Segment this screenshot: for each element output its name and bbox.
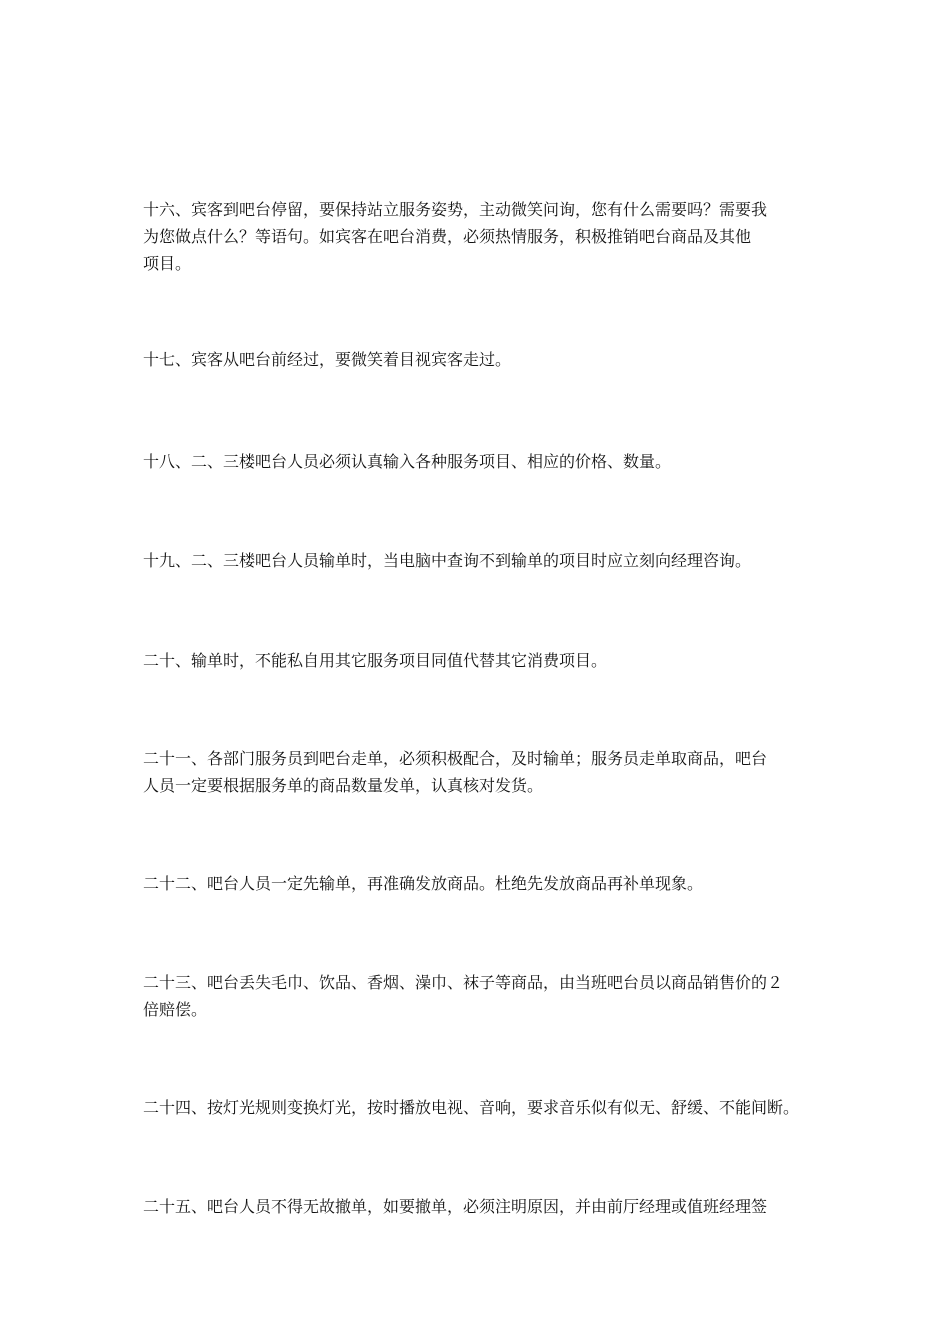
paragraph-22 <box>143 870 823 897</box>
paragraph-18 <box>143 448 823 475</box>
paragraph-24 <box>143 1094 823 1121</box>
paragraph-line: 二十五、吧台人员不得无故撤单，如要撤单，必须注明原因，并由前厅经理或值班经理签 <box>143 1197 768 1216</box>
paragraph-line: 二十一、各部门服务员到吧台走单，必须积极配合，及时输单；服务员走单取商品，吧台 <box>143 749 768 768</box>
paragraph-25 <box>143 1193 823 1220</box>
paragraph-line: 二十四、按灯光规则变换灯光，按时播放电视、音响，要求音乐似有似无、舒缓、不能间断。 <box>143 1098 800 1117</box>
paragraph-19 <box>143 547 823 574</box>
paragraph-line: 为您做点什么？等语句。如宾客在吧台消费，必须热情服务，积极推销吧台商品及其他 <box>143 227 752 246</box>
paragraph-line: 二十、输单时，不能私自用其它服务项目同值代替其它消费项目。 <box>143 651 608 670</box>
paragraph-line: 十六、宾客到吧台停留，要保持站立服务姿势，主动微笑问询，您有什么需要吗？需要我 <box>143 200 768 219</box>
paragraph-21 <box>143 745 823 799</box>
paragraph-17 <box>143 346 823 373</box>
paragraph-line: 二十三、吧台丢失毛巾、饮品、香烟、澡巾、袜子等商品，由当班吧台员以商品销售价的２ <box>143 973 784 992</box>
paragraph-line: 二十二、吧台人员一定先输单，再准确发放商品。杜绝先发放商品再补单现象。 <box>143 874 704 893</box>
paragraph-line: 十八、二、三楼吧台人员必须认真输入各种服务项目、相应的价格、数量。 <box>143 452 672 471</box>
paragraph-line: 人员一定要根据服务单的商品数量发单，认真核对发货。 <box>143 776 544 795</box>
paragraph-line: 十七、宾客从吧台前经过，要微笑着目视宾客走过。 <box>143 350 512 369</box>
paragraph-line: 倍赔偿。 <box>143 1000 208 1019</box>
paragraph-20 <box>143 647 823 674</box>
paragraph-23 <box>143 969 823 1023</box>
paragraph-line: 十九、二、三楼吧台人员输单时，当电脑中查询不到输单的项目时应立刻向经理咨询。 <box>143 551 752 570</box>
paragraph-line: 项目。 <box>143 254 192 273</box>
paragraph-16 <box>143 196 823 277</box>
